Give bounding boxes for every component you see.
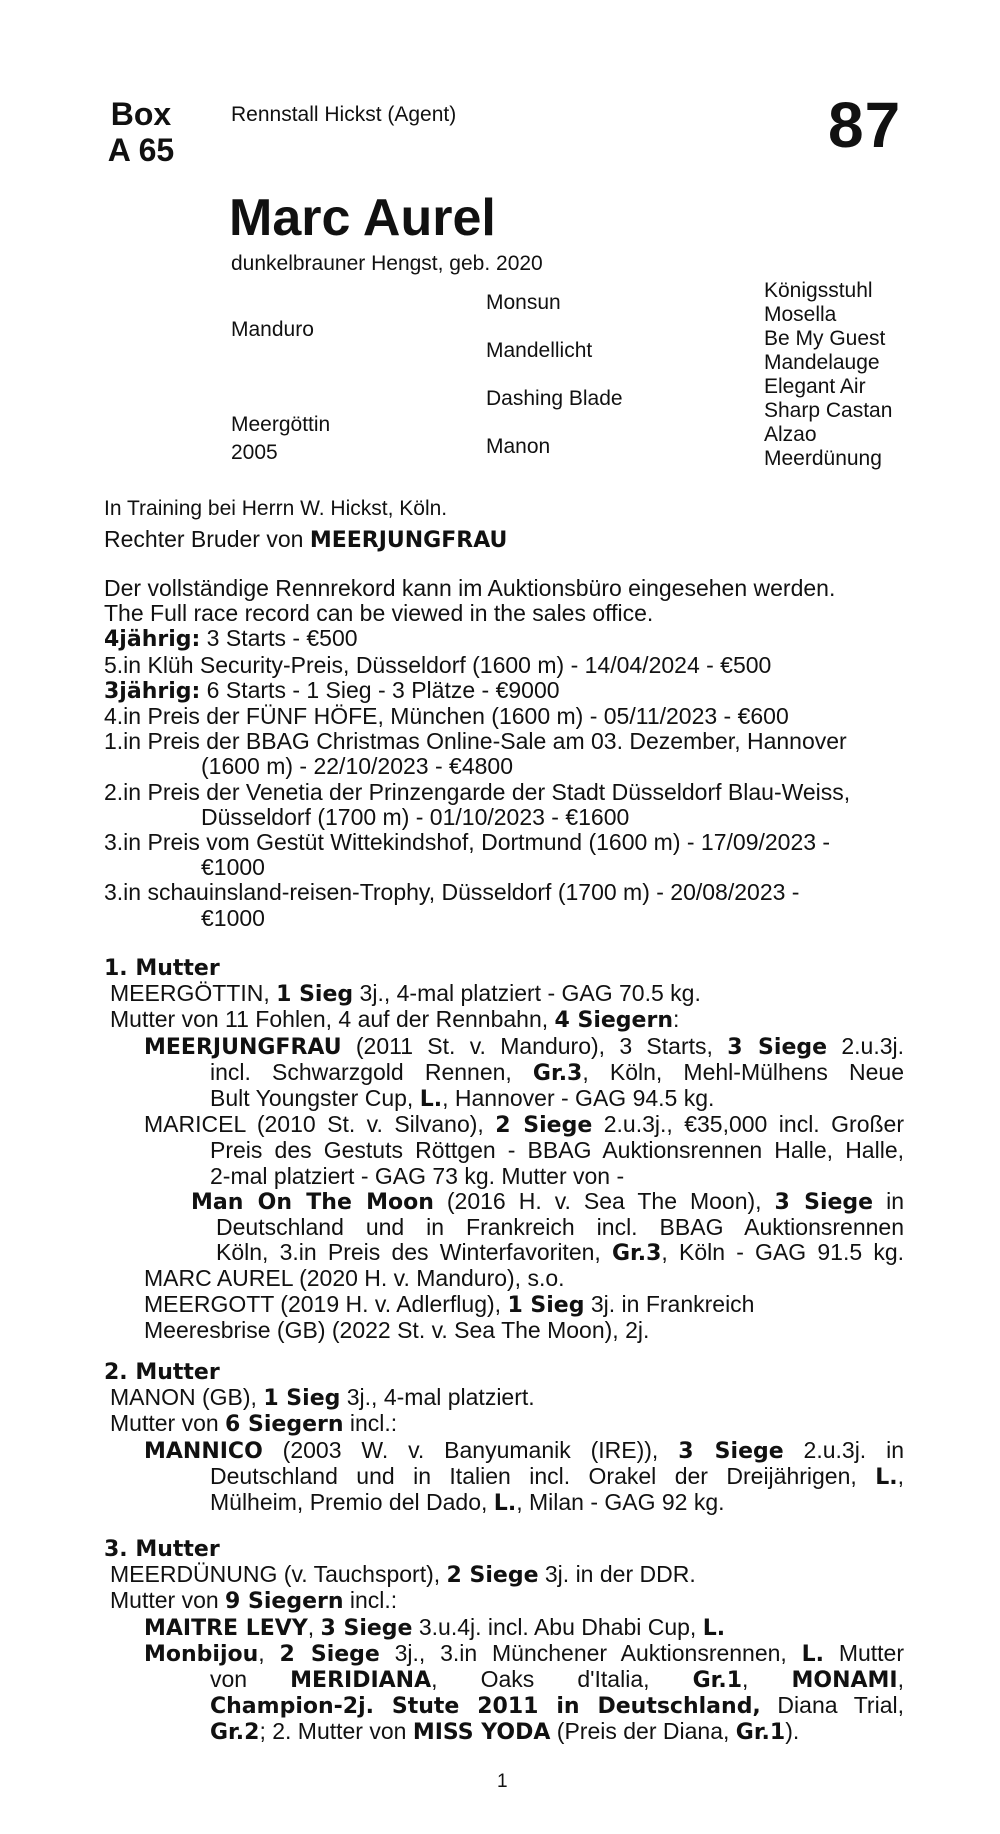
pedigree-gen3: Sharp Castan [764, 399, 893, 422]
box-label [96, 96, 186, 168]
pedigree-gen3: Mosella [764, 303, 837, 326]
section-heading: 1. Mutter [104, 956, 220, 981]
race-result: 2.in Preis der Venetia der Prinzengarde der Stadt Düsseldorf Blau-Weiss, [104, 778, 851, 805]
dam-year: 2005 [231, 441, 278, 464]
race-record [104, 576, 904, 931]
dam1-produce: Mutter von 11 Fohlen, 4 auf der Rennbahn, 4 Siegern: [110, 1006, 680, 1034]
produce-meergott: MEERGOTT (2019 H. v. Adlerflug), 1 Sieg 3j. in Frankreich [144, 1290, 755, 1318]
pedigree-gen3: Elegant Air [764, 375, 866, 398]
dam2-section [104, 1360, 904, 1516]
pedigree-gen3: Alzao [764, 423, 817, 446]
produce-meerjungfrau: MEERJUNGFRAU (2011 St. v. Manduro), 3 Starts, 3 Siege 2.u.3j. incl. Schwarzgold Rennen, Gr.3, Köln, Mehl-Mülhens Neue Bult Youngster Cup, L., Hannover - GAG 94.5 kg. [144, 1032, 904, 1113]
dam: Meergöttin [231, 413, 331, 436]
sire: Manduro [231, 318, 314, 341]
dam1-record: MEERGÖTTIN, 1 Sieg 3j., 4-mal platziert - GAG 70.5 kg. [110, 980, 701, 1008]
race-result-cont: €1000 [201, 854, 265, 881]
pedigree-dam-sire: Dashing Blade [486, 387, 623, 410]
sibling-name: MEERJUNGFRAU [309, 528, 508, 553]
produce-meeresbrise: Meeresbrise (GB) (2022 St. v. Sea The Moon), 2j. [144, 1316, 650, 1343]
race-result-cont: €1000 [201, 904, 265, 931]
horse-name: Marc Aurel [229, 189, 496, 247]
produce-maricel: MARICEL (2010 St. v. Silvano), 2 Siege 2.u.3j., €35,000 incl. Großer Preis des Gestuts Röttgen - BBAG Auktionsrennen Halle, Halle, 2-mal platziert - GAG 73 kg. Mutter von - [144, 1111, 904, 1189]
race-result: 3.in Preis vom Gestüt Wittekindshof, Dortmund (1600 m) - 17/09/2023 - [104, 829, 831, 856]
trainer-line: In Training bei Herrn W. Hickst, Köln. [104, 497, 448, 520]
pedigree-dam-dam: Manon [486, 435, 551, 458]
box-line-1: Box [110, 96, 172, 132]
box-number: A 65 [107, 132, 175, 168]
age4-summary: 4jährig: 3 Starts - €500 [104, 625, 358, 653]
race-record-intro-en: The Full race record can be viewed in the sales office. [104, 600, 654, 627]
pedigree-sire-dam: Mandellicht [486, 339, 593, 362]
pedigree-gen3: Meerdünung [764, 447, 882, 470]
age3-summary: 3jährig: 6 Starts - 1 Sieg - 3 Plätze - €9000 [104, 676, 560, 704]
dam3-record: MEERDÜNUNG (v. Tauchsport), 2 Siege 3j. in der DDR. [110, 1561, 696, 1589]
race-result-cont: (1600 m) - 22/10/2023 - €4800 [201, 753, 513, 780]
race-result: 5.in Klüh Security-Preis, Düsseldorf (1600 m) - 14/04/2024 - €500 [104, 651, 772, 678]
produce-maitre-levy: MAITRE LEVY, 3 Siege 3.u.4j. incl. Abu Dhabi Cup, L. [144, 1613, 726, 1641]
dam2-produce: Mutter von 6 Siegern incl.: [110, 1410, 398, 1438]
lot-number: 87 [828, 89, 902, 161]
page-number: 1 [497, 1771, 508, 1792]
grandproduce-man-on-the-moon: Man On The Moon (2016 H. v. Sea The Moon), 3 Siege in Deutschland und in Frankreich incl. BBAG Auktionsrennen Köln, 3.in Preis des Winterfavoriten, Gr.3, Köln - GAG 91.5 kg. [191, 1187, 904, 1267]
produce-mannico: MANNICO (2003 W. v. Banyumanik (IRE)), 3 Siege 2.u.3j. in Deutschland und in Italien incl. Orakel der Dreijährigen, L., Mülheim, Premio del Dado, L., Milan - GAG 92 kg. [144, 1436, 904, 1517]
race-result: 3.in schauinsland-reisen-Trophy, Düsseldorf (1700 m) - 20/08/2023 - [104, 879, 800, 906]
dam3-produce: Mutter von 9 Siegern incl.: [110, 1587, 398, 1615]
pedigree-gen3: Mandelauge [764, 351, 880, 374]
dam1-section [104, 956, 904, 1343]
race-record-intro-de: Der vollständige Rennrekord kann im Auktionsbüro eingesehen werden. [104, 575, 836, 601]
dam2-record: MANON (GB), 1 Sieg 3j., 4-mal platziert. [110, 1384, 535, 1412]
pedigree-gen3: Be My Guest [764, 327, 886, 350]
horse-description: dunkelbrauner Hengst, geb. 2020 [231, 252, 543, 275]
race-result-cont: Düsseldorf (1700 m) - 01/10/2023 - €1600 [201, 803, 630, 830]
produce-monbijou: Monbijou, 2 Siege 3j., 3.in Münchener Auktionsrennen, L. Mutter von MERIDIANA, Oaks d'Italia, Gr.1, MONAMI, Champion-2j. Stute 2011 in Deutschland, Diana Trial, Gr.2; 2. Mutter von MISS YODA (Preis der Diana, Gr.1). [144, 1639, 904, 1746]
sibling-line: Rechter Bruder von MEERJUNGFRAU [104, 526, 508, 553]
pedigree-gen3: Königsstuhl [764, 279, 873, 302]
produce-marc-aurel: MARC AUREL (2020 H. v. Manduro), s.o. [144, 1265, 565, 1292]
dam3-section [104, 1537, 904, 1746]
race-result: 4.in Preis der FÜNF HÖFE, München (1600 m) - 05/11/2023 - €600 [104, 703, 789, 730]
section-heading: 3. Mutter [104, 1537, 220, 1562]
pedigree-sire-sire: Monsun [486, 291, 561, 314]
consignor: Rennstall Hickst (Agent) [231, 103, 457, 126]
section-heading: 2. Mutter [104, 1360, 220, 1385]
race-result: 1.in Preis der BBAG Christmas Online-Sale am 03. Dezember, Hannover [104, 728, 847, 755]
